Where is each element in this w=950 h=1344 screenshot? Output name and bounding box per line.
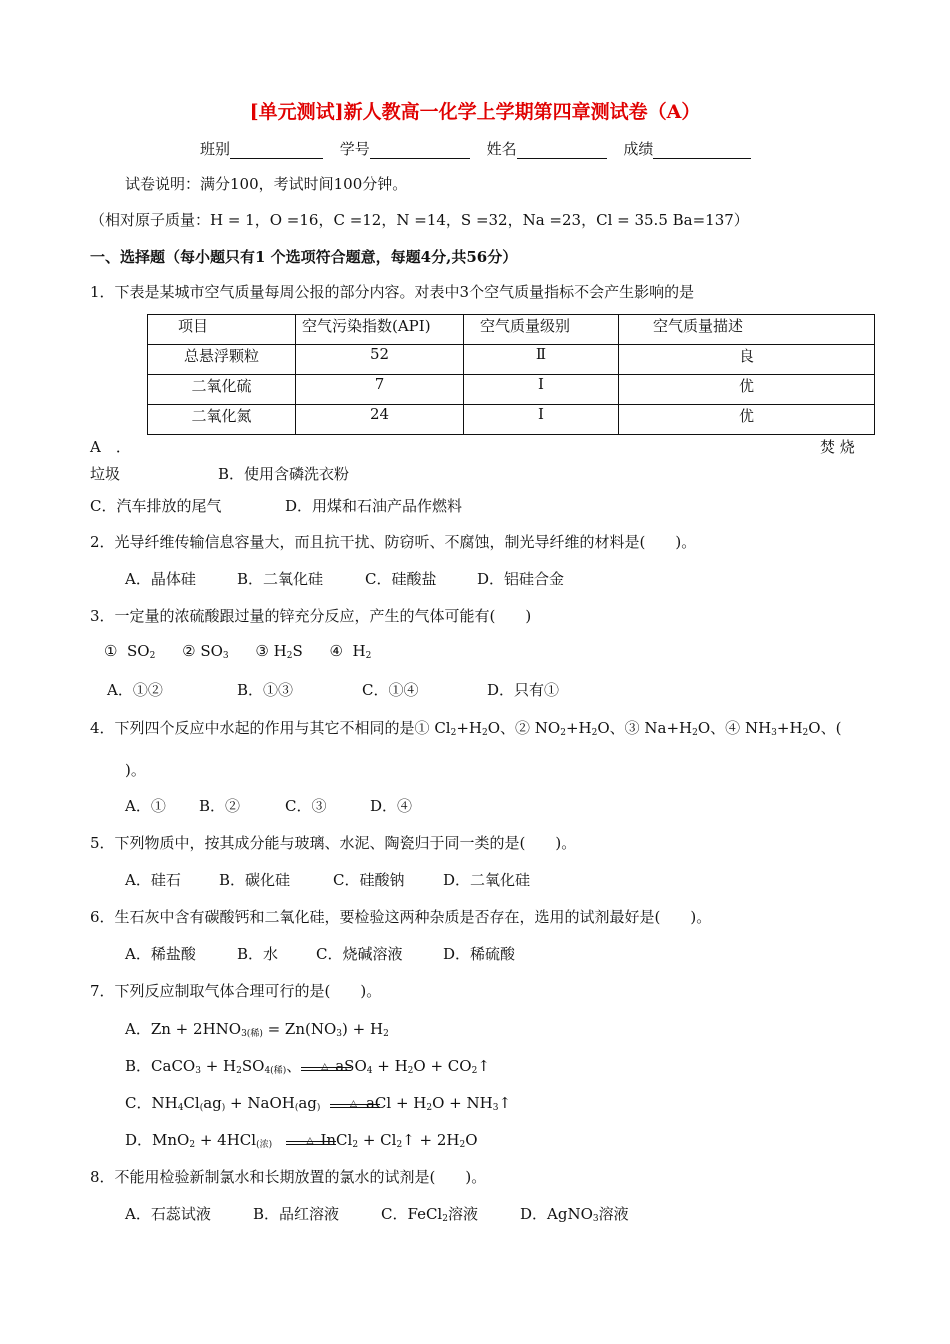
air-quality-table (147, 314, 875, 435)
table-cell: 总悬浮颗粒 (148, 345, 296, 375)
q5-option-c: C．硅酸钠 (333, 871, 405, 889)
q6-option-b: B．水 (237, 945, 279, 963)
q5-option-a: A．硅石 (125, 871, 181, 889)
q7-option-a: A．$Zn + 2HNO_{3(稀)} = Zn(NO_3) + H_2$ (125, 1020, 389, 1039)
q8-option-c: C．FeCl$_2$溶液 (381, 1205, 478, 1224)
table-cell: 优 (619, 405, 875, 435)
q8-option-d: D．AgNO$_3$溶液 (520, 1205, 629, 1224)
q2-option-c: C．硅酸盐 (365, 570, 437, 588)
q4-stem: 4．下列四个反应中水起的作用与其它不相同的是① $Cl_2+H_2O$、② $NO_2+H_2O$、③ $Na+H_2O$、④ $NH_3+H_2O$、( (90, 719, 842, 738)
q4-option-c: C．③ (285, 797, 327, 815)
q8-option-b: B．品红溶液 (253, 1205, 340, 1223)
table-row (148, 375, 875, 405)
q3-option-a: A．①② (107, 681, 163, 699)
q4-option-a: A．① (125, 797, 166, 815)
table-cell: 良 (619, 345, 875, 375)
q6-option-d: D．稀硫酸 (443, 945, 516, 963)
field-id-label: 学号 (339, 140, 370, 158)
q3-option-d: D．只有① (487, 681, 560, 699)
instructions: 试卷说明：满分100，考试时间100分钟。 (125, 175, 408, 193)
q7-option-c: C．$NH_4Cl_(ag_)$ + $NaOH_(ag_)$ △ aCl + $H_2O$ + $NH_3↑$ (125, 1094, 512, 1113)
field-class-label: 班别 (200, 140, 231, 158)
field-name-label: 姓名 (486, 140, 517, 158)
table-cell: Ⅱ (464, 345, 619, 375)
field-id-blank[interactable] (370, 142, 470, 159)
table-row (148, 405, 875, 435)
q1-option-d: D．用煤和石油产品作燃料 (285, 497, 463, 515)
table-cell: I (464, 375, 619, 405)
table-header: 空气质量描述 (619, 315, 875, 345)
q5-option-b: B．碳化硅 (219, 871, 291, 889)
q3-species: ① $SO_2$ ② $SO_3$ ③ $H_2S$ ④ $H_2$ (104, 642, 372, 661)
field-class-blank[interactable] (230, 142, 323, 159)
q7-option-d: D．MnO$_2$ + 4HCl$_{(浓)}$ △ InCl$_2$ + $Cl_2↑ + 2H_2O$ (125, 1131, 478, 1150)
table-cell: 7 (296, 375, 464, 405)
q1-option-b: B．使用含磷洗衣粉 (218, 465, 350, 483)
table-cell: 24 (296, 405, 464, 435)
q1-stem: 1．下表是某城市空气质量每周公报的部分内容。对表中3个空气质量指标不会产生影响的是 (90, 283, 695, 301)
q1-option-a: A ． (90, 438, 131, 456)
table-cell: 52 (296, 345, 464, 375)
q2-option-b: B．二氧化硅 (237, 570, 324, 588)
q1-option-c: C．汽车排放的尾气 (90, 497, 222, 515)
q2-option-d: D．铝硅合金 (477, 570, 565, 588)
table-header: 空气质量级别 (464, 315, 619, 345)
q8-stem: 8．不能用检验新制氯水和长期放置的氯水的试剂是( )。 (90, 1168, 487, 1186)
q1-option-a-cont: 垃圾 (90, 465, 121, 483)
q2-stem: 2．光导纤维传输信息容量大，而且抗干扰、防窃听、不腐蚀，制光导纤维的材料是( )。 (90, 533, 697, 551)
heat-equals-sign: △ (301, 1057, 351, 1075)
q3-option-b: B．①③ (237, 681, 294, 699)
q4-option-b: B．② (199, 797, 241, 815)
q6-stem: 6．生石灰中含有碳酸钙和二氧化硅，要检验这两种杂质是否存在，选用的试剂最好是( )。 (90, 908, 712, 926)
q5-option-d: D．二氧化硅 (443, 871, 531, 889)
page-title: [单元测试]新人教高一化学上学期第四章测试卷（A） (249, 101, 701, 123)
q1-option-a-text: 焚 烧 (820, 438, 855, 456)
field-score-label: 成绩 (623, 140, 654, 158)
q3-option-c: C．①④ (362, 681, 419, 699)
table-row (148, 345, 875, 375)
field-score-blank[interactable] (653, 142, 751, 159)
table-cell: 二氧化硫 (148, 375, 296, 405)
heat-equals-sign: △ (330, 1094, 380, 1112)
table-header: 项目 (148, 315, 296, 345)
student-info-fields (200, 138, 763, 159)
table-cell: 二氧化氮 (148, 405, 296, 435)
q3-stem: 3．一定量的浓硫酸跟过量的锌充分反应，产生的气体可能有( ) (90, 607, 532, 625)
section-heading: 一、选择题（每小题只有1 个选项符合题意，每题4分,共56分） (90, 248, 518, 266)
q7-option-b: B．CaCO$_3$ + $H_2SO_{4(稀)}$、 △ $aSO_4 + H_2O$ + $CO_2↑$ (125, 1057, 490, 1076)
q8-option-a: A．石蕊试液 (125, 1205, 211, 1223)
q4-option-d: D．④ (370, 797, 413, 815)
table-header-row (148, 315, 875, 345)
q2-option-a: A．晶体硅 (125, 570, 196, 588)
q5-stem: 5．下列物质中，按其成分能与玻璃、水泥、陶瓷归于同一类的是( )。 (90, 834, 577, 852)
q4-stem-cont: )。 (125, 761, 146, 779)
q6-option-c: C．烧碱溶液 (316, 945, 403, 963)
table-cell: I (464, 405, 619, 435)
heat-equals-sign: △ (286, 1131, 336, 1149)
atomic-masses: （相对原子质量：H = 1，O =16，C =12，N =14，S =32，Na =23，Cl = 35.5 Ba=137） (90, 211, 749, 229)
q7-stem: 7．下列反应制取气体合理可行的是( )。 (90, 982, 382, 1000)
table-cell: 优 (619, 375, 875, 405)
field-name-blank[interactable] (517, 142, 607, 159)
table-header: 空气污染指数(API) (296, 315, 464, 345)
q6-option-a: A．稀盐酸 (125, 945, 196, 963)
